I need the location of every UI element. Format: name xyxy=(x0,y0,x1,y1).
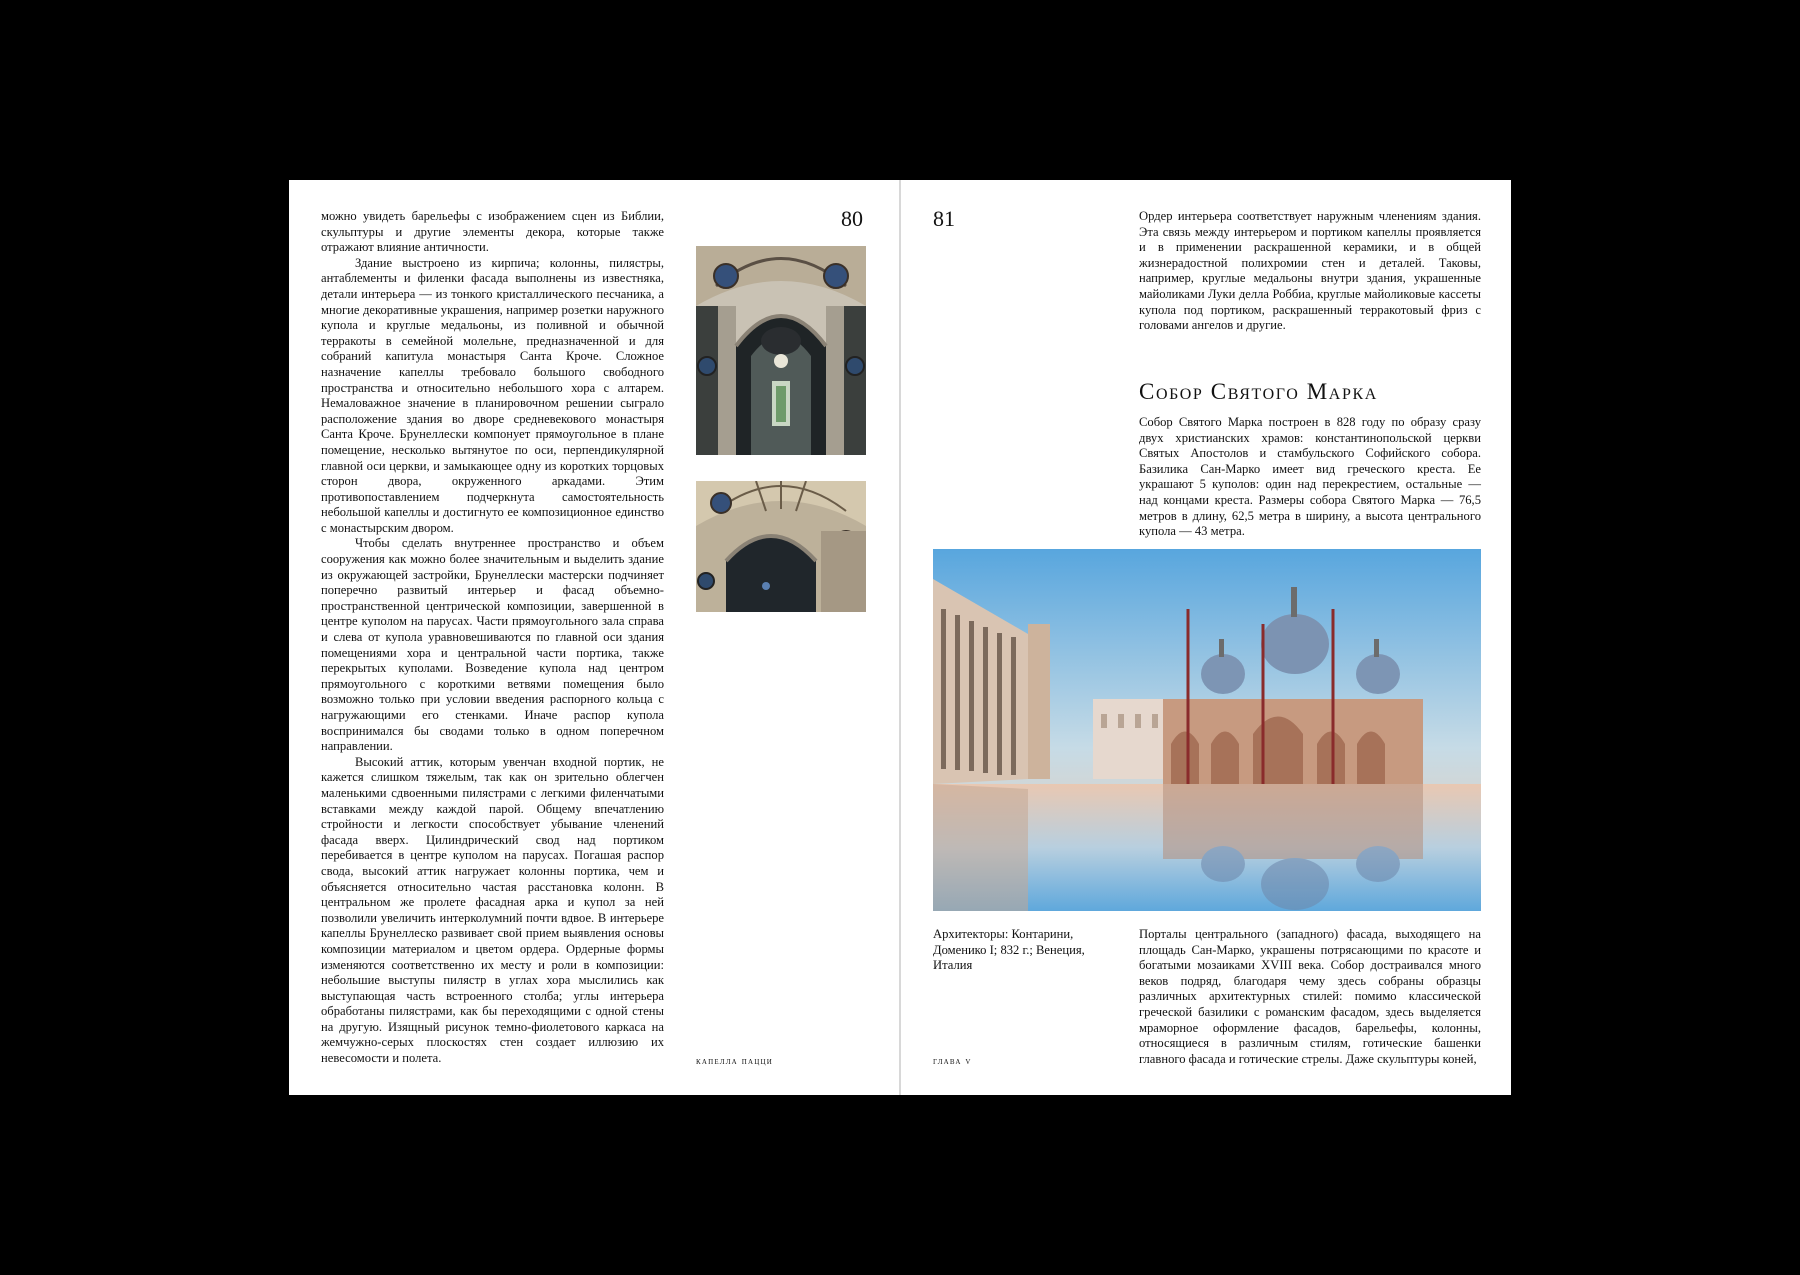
paragraph: можно увидеть барельефы с изображением сцен из Библии, скульптуры и другие элементы декора, которые также отражают влияние античности. xyxy=(321,209,664,255)
photo-caption: Архитекторы: Контарини, Доменико I; 832 г.; Венеция, Италия xyxy=(933,927,1085,973)
left-page xyxy=(289,180,899,1095)
paragraph: Здание выстроено из кирпича; колонны, пилястры, антаблементы и филенки фасада выполнены из известняка, детали интерьера — из тонкого кристаллического песчаника, а многие декоративные украшения, например розетки наружного купола и круглые медальоны, из поливной и обычной терракоты в семейной молельне, предназначенной и для собраний капитула монастыря Санта Кроче. Сложное назначение капеллы требовало большого свободного пространства и относительно небольшого хора с алтарем. Немаловажное значение в планировочном решении сыграло расположение здания во дворе средневекового монастыря Санта Кроче. Брунеллески компонует прямоугольное в плане помещение, несколько вытянутое по оси, перпендикулярной главной оси церкви, и замыкающее одну из коротких торцовых сторон двора, окруженного аркадами. Этим противопоставлением подчеркнута самостоятельность небольшой капеллы и достигнуто ее композиционное единство с монастырским двором. xyxy=(321,255,664,535)
intro-paragraph xyxy=(1139,209,1481,334)
right-page xyxy=(901,180,1511,1095)
chapel-dome-photo xyxy=(696,481,866,612)
paragraph: Собор Святого Марка построен в 828 году по образу сразу двух христианских храмов: константинопольской церкви Святых Апостолов и стамбульского Софийского собора. Базилика Сан-Марко имеет вид греческого креста. Ее украшают 5 куполов: один над перекрестием, остальные — над концами креста. Размеры собора Святого Марка — 76,5 метров в длину, 62,5 метра в ширину, а высота центрального купола — 43 метра. xyxy=(1139,415,1481,539)
left-body-text xyxy=(321,209,664,1067)
running-footer: капелла пацци xyxy=(696,1056,774,1067)
st-marks-basilica-photo xyxy=(933,549,1481,911)
page-number: 81 xyxy=(933,206,955,231)
paragraph: Высокий аттик, которым увенчан входной портик, не кажется слишком тяжелым, так как он зрительно облегчен маленькими сдвоенными пилястрами с легкими филенчатыми вставками между каждой парой. Общему впечатлению стройности и легкости способствует убывание членений фасада вверх. Цилиндрический свод над портиком перебивается в центре куполом на парусах. Погашая распор свода, высокий аттик нагружает колонны портика, чем и объясняется относительно частая расстановка колонн. В центральном же пролете фасадная арка и купол за ней позволили увеличить интерколумний почти вдвое. В интерьере капеллы Брунеллеско развивает свой прием выявления основы композиции материалом и цветом ордера. Ордерные формы изменяются соответственно их месту и роли в композиции: небольшие выступы пилястр в углах хора мыслились как выступающая часть встроенного столба; углы интерьера обработаны пилястрами, как бы переходящими с одной стены на другую. Изящный рисунок темно-фиолетового каркаса на жемчужно-серых плоскостях стен создает иллюзию их невесомости и полета. xyxy=(321,754,664,1066)
paragraph: Порталы центрального (западного) фасада, выходящего на площадь Сан-Марко, украшены потрясающими по красоте и богатыми мозаиками XVIII века. Собор достраивался много веков подряд, благодаря чему здесь собраны образцы различных архитектурных стилей: помимо классической греческой базилики с романским фасадом, здесь выделяется мраморное оформление фасадов, барельефы, колонны, относящиеся в различным стилям, готические башенки главного фасада и готические стрелы. Даже скульптуры коней, xyxy=(1139,927,1481,1066)
page-number: 80 xyxy=(841,206,863,231)
section-paragraph xyxy=(1139,415,1481,540)
chapel-interior-photo xyxy=(696,246,866,455)
paragraph: Ордер интерьера соответствует наружным членениям здания. Эта связь между интерьером и портиком капеллы проявляется и в применении раскрашенной керамики, и в общей жизнерадостной полихромии стен и деталей. Таковы, например, круглые медальоны внутри здания, украшенные майоликами Луки делла Роббиа, круглые майоликовые кассеты купола под портиком, раскрашенный терракотовый фриз с головами ангелов и другие. xyxy=(1139,209,1481,333)
running-footer: глава v xyxy=(933,1056,972,1067)
portals-paragraph xyxy=(1139,927,1481,1067)
paragraph: Чтобы сделать внутреннее пространство и объем сооружения как можно более значительным и выделить здание из окружающей застройки, Брунеллески мастерски подчиняет поперечно развитый интерьер и фасад объемно-пространственной центрической композиции, завершенной в центре куполом на парусах. Части прямоугольного зала справа и слева от купола уравновешиваются по главной оси здания помещениями хора и центральной части портика, также перекрытых куполами. Возведение купола над центром прямоугольного с короткими ветвями помещения было возможно только при условии введения распорного кольца с нагружающими его стенками. Иначе распор купола воспринимался бы сводами только в одном поперечном направлении. xyxy=(321,536,664,754)
section-title: Собор Святого Марка xyxy=(1139,379,1378,404)
